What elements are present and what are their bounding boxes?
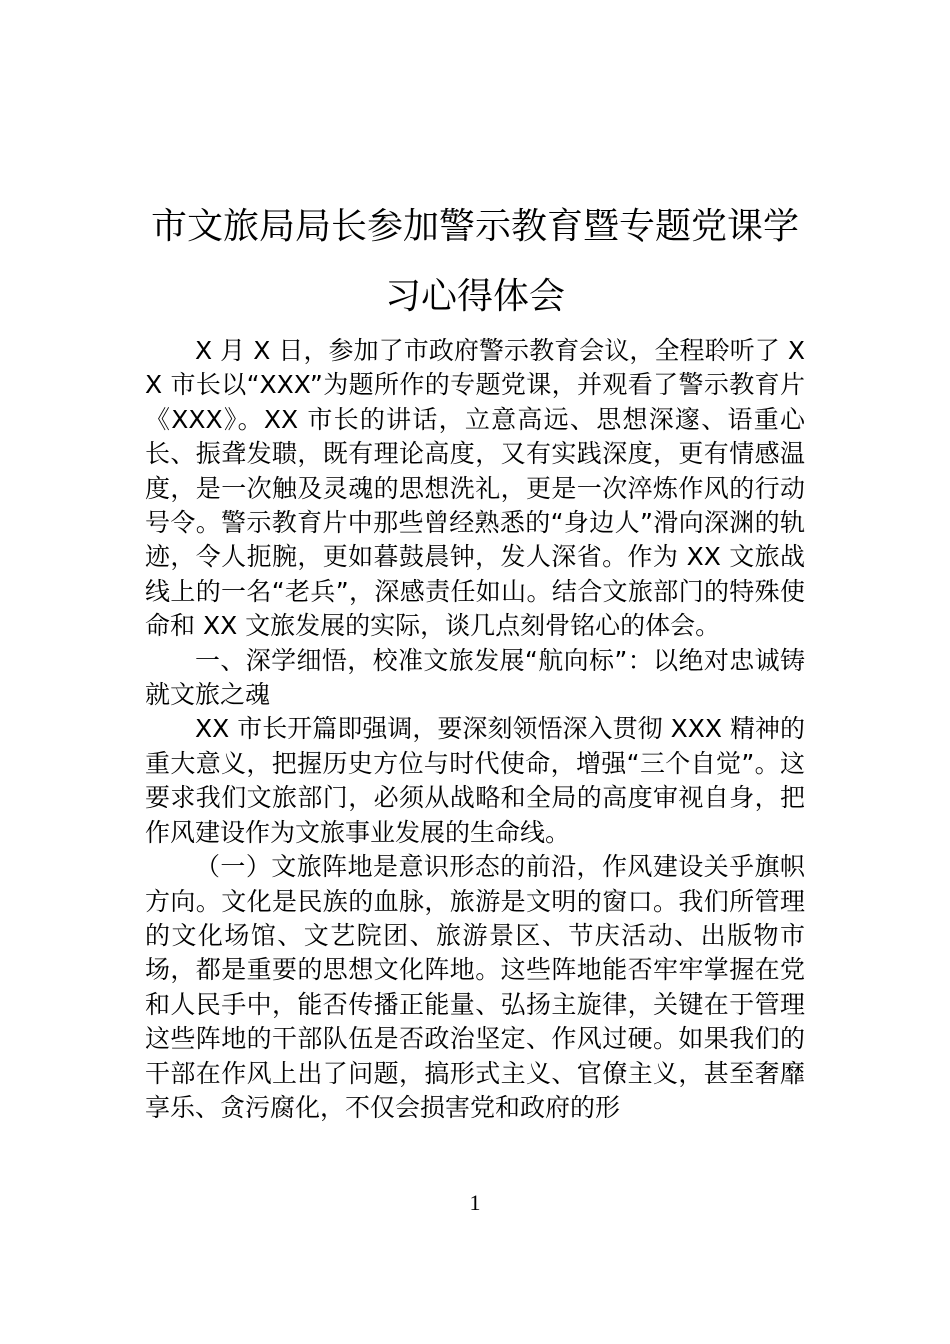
title-line-1: 市文旅局局长参加警示教育暨专题党课学: [150, 206, 799, 248]
title-line-2: 习心得体会: [384, 276, 565, 318]
section-heading-1: 一、深学细悟，校准文旅发展“航向标”：以绝对忠诚铸就文旅之魂: [145, 645, 805, 710]
subsection-paragraph-1: （一）文旅阵地是意识形态的前沿，作风建设关乎旗帜方向。文化是民族的血脉，旅游是文明的窗口。我们所管理的文化场馆、文艺院团、旅游景区、节庆活动、出版物市场，都是重要的思想文化阵地。这些阵地能否牢牢掌握在党和人民手中，能否传播正能量、弘扬主旋律，关键在于管理这些阵地的干部队伍是否政治坚定、作风过硬。如果我们的干部在作风上出了问题，搞形式主义、官僚主义，甚至奢靡享乐、贪污腐化，不仅会损害党和政府的形: [145, 852, 805, 1122]
intro-paragraph: X 月 X 日，参加了市政府警示教育会议，全程聆听了 XX 市长以“XXX”为题所作的专题党课，并观看了警示教育片《XXX》。XX 市长的讲话，立意高远、思想深邃、语重心长、振聋发聩，既有理论高度，又有实践深度，更有情感温度，是一次触及灵魂的思想洗礼，更是一次淬炼作风的行动号令。警示教育片中那些曾经熟悉的“身边人”滑向深渊的轨迹，令人扼腕，更如暮鼓晨钟，发人深省。作为 XX 文旅战线上的一名“老兵”，深感责任如山。结合文旅部门的特殊使命和 XX 文旅发展的实际，谈几点刻骨铭心的体会。: [145, 336, 805, 641]
document-body: [145, 334, 805, 1125]
page-number: 1: [469, 1190, 481, 1215]
body-paragraph: XX 市长开篇即强调，要深刻领悟深入贯彻 XXX 精神的重大意义，把握历史方位与时代使命，增强“三个自觉”。这要求我们文旅部门，必须从战略和全局的高度审视自身，把作风建设作为文旅事业发展的生命线。: [145, 714, 805, 847]
document-title: [145, 192, 805, 332]
